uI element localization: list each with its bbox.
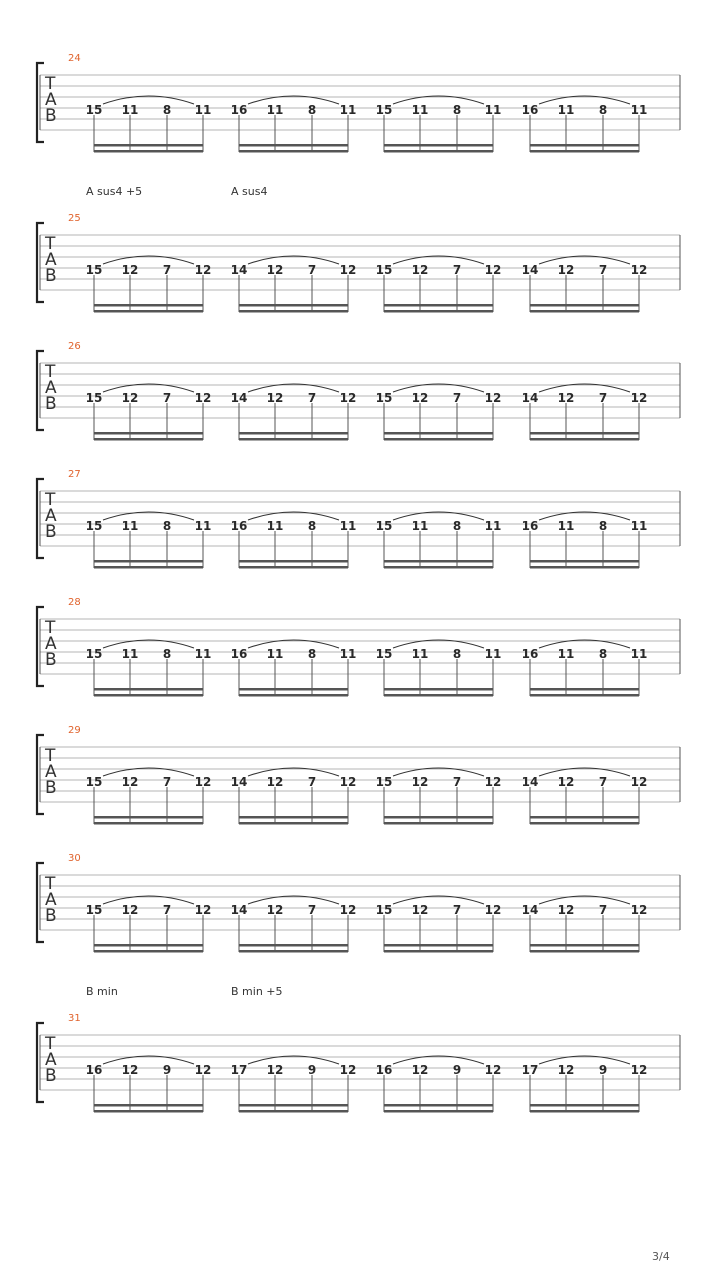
beam — [384, 816, 493, 819]
beam — [94, 688, 203, 691]
beam — [94, 560, 203, 563]
fret-number: 7 — [307, 391, 317, 405]
fret-number: 8 — [452, 519, 462, 533]
fret-number: 12 — [194, 903, 212, 917]
fret-number: 12 — [194, 1063, 212, 1077]
beam — [94, 150, 203, 153]
fret-number: 12 — [339, 391, 357, 405]
fret-number: 8 — [307, 647, 317, 661]
fret-number: 7 — [452, 903, 462, 917]
beam — [384, 688, 493, 691]
tab-system-29 — [37, 725, 680, 825]
measure-number: 28 — [68, 597, 81, 608]
fret-number: 7 — [598, 775, 608, 789]
fret-number: 12 — [266, 903, 284, 917]
fret-number: 12 — [630, 391, 648, 405]
fret-number: 8 — [307, 103, 317, 117]
fret-number: 7 — [598, 903, 608, 917]
beam — [384, 432, 493, 435]
tab-clef-letter: B — [45, 522, 57, 542]
fret-number: 16 — [230, 519, 248, 533]
beam — [530, 950, 639, 953]
fret-number: 8 — [598, 519, 608, 533]
beam — [239, 438, 348, 441]
fret-number: 12 — [630, 263, 648, 277]
beam — [239, 1104, 348, 1107]
beam — [239, 144, 348, 147]
fret-number: 7 — [307, 263, 317, 277]
fret-number: 7 — [162, 263, 172, 277]
beam — [94, 310, 203, 313]
beam — [530, 944, 639, 947]
beam — [239, 432, 348, 435]
beam — [94, 1110, 203, 1113]
fret-number: 11 — [194, 519, 212, 533]
fret-number: 11 — [630, 647, 648, 661]
chord-label: B min +5 — [231, 985, 283, 998]
fret-number: 16 — [521, 647, 539, 661]
beam — [239, 310, 348, 313]
fret-number: 11 — [411, 519, 429, 533]
fret-number: 12 — [484, 263, 502, 277]
fret-number: 16 — [230, 103, 248, 117]
tab-clef-letter: A — [45, 762, 57, 782]
fret-number: 11 — [121, 519, 139, 533]
beam — [530, 816, 639, 819]
fret-number: 8 — [162, 519, 172, 533]
beam — [384, 560, 493, 563]
fret-number: 7 — [162, 391, 172, 405]
tab-system-26 — [37, 341, 680, 441]
fret-number: 12 — [194, 391, 212, 405]
fret-number: 16 — [521, 519, 539, 533]
measure-number: 24 — [68, 53, 81, 64]
fret-number: 12 — [484, 775, 502, 789]
beam — [530, 688, 639, 691]
fret-number: 8 — [598, 647, 608, 661]
beam — [239, 822, 348, 825]
beam — [239, 694, 348, 697]
tab-system-25 — [37, 185, 680, 313]
fret-number: 15 — [375, 775, 393, 789]
beam — [384, 950, 493, 953]
fret-number: 11 — [411, 647, 429, 661]
fret-number: 17 — [521, 1063, 539, 1077]
fret-number: 8 — [307, 519, 317, 533]
fret-number: 15 — [85, 519, 103, 533]
beam — [530, 822, 639, 825]
fret-number: 12 — [121, 903, 139, 917]
beam — [239, 304, 348, 307]
fret-number: 7 — [307, 775, 317, 789]
tab-system-27 — [37, 469, 680, 569]
beam — [530, 694, 639, 697]
beam — [530, 1110, 639, 1113]
fret-number: 12 — [339, 775, 357, 789]
fret-number: 12 — [411, 391, 429, 405]
fret-number: 15 — [85, 103, 103, 117]
fret-number: 12 — [557, 1063, 575, 1077]
beam — [530, 438, 639, 441]
tab-clef-letter: A — [45, 1050, 57, 1070]
fret-number: 12 — [121, 391, 139, 405]
fret-number: 14 — [230, 391, 248, 405]
fret-number: 7 — [452, 391, 462, 405]
fret-number: 14 — [230, 263, 248, 277]
fret-number: 12 — [484, 903, 502, 917]
beam — [384, 1104, 493, 1107]
beam — [239, 688, 348, 691]
fret-number: 11 — [484, 103, 502, 117]
beam — [530, 144, 639, 147]
fret-number: 15 — [85, 903, 103, 917]
beam — [239, 950, 348, 953]
fret-number: 11 — [484, 647, 502, 661]
fret-number: 12 — [557, 903, 575, 917]
fret-number: 15 — [85, 775, 103, 789]
fret-number: 14 — [521, 263, 539, 277]
tab-clef-letter: B — [45, 106, 57, 126]
beam — [384, 944, 493, 947]
measure-number: 27 — [68, 469, 81, 480]
fret-number: 15 — [375, 647, 393, 661]
fret-number: 16 — [375, 1063, 393, 1077]
tab-clef-letter: B — [45, 650, 57, 670]
fret-number: 12 — [557, 391, 575, 405]
fret-number: 7 — [307, 903, 317, 917]
fret-number: 16 — [521, 103, 539, 117]
fret-number: 12 — [411, 263, 429, 277]
fret-number: 11 — [630, 519, 648, 533]
fret-number: 12 — [194, 263, 212, 277]
fret-number: 11 — [266, 519, 284, 533]
beam — [530, 432, 639, 435]
fret-number: 15 — [85, 263, 103, 277]
fret-number: 11 — [557, 647, 575, 661]
beam — [94, 950, 203, 953]
fret-number: 8 — [452, 647, 462, 661]
fret-number: 7 — [162, 775, 172, 789]
fret-number: 12 — [411, 903, 429, 917]
fret-number: 11 — [339, 519, 357, 533]
fret-number: 12 — [266, 775, 284, 789]
beam — [530, 304, 639, 307]
beam — [239, 944, 348, 947]
beam — [530, 566, 639, 569]
beam — [239, 150, 348, 153]
fret-number: 15 — [85, 391, 103, 405]
tab-clef-letter: A — [45, 250, 57, 270]
fret-number: 14 — [521, 775, 539, 789]
beam — [94, 438, 203, 441]
fret-number: 9 — [452, 1063, 462, 1077]
fret-number: 15 — [375, 103, 393, 117]
chord-label: A sus4 — [231, 185, 268, 198]
fret-number: 11 — [121, 647, 139, 661]
fret-number: 14 — [521, 903, 539, 917]
beam — [94, 816, 203, 819]
fret-number: 12 — [339, 1063, 357, 1077]
fret-number: 9 — [162, 1063, 172, 1077]
beam — [530, 150, 639, 153]
fret-number: 11 — [484, 519, 502, 533]
beam — [239, 560, 348, 563]
tab-clef-letter: A — [45, 890, 57, 910]
beam — [384, 150, 493, 153]
fret-number: 12 — [194, 775, 212, 789]
fret-number: 7 — [452, 775, 462, 789]
beam — [94, 694, 203, 697]
fret-number: 12 — [411, 1063, 429, 1077]
tab-system-31 — [37, 985, 680, 1113]
beam — [239, 816, 348, 819]
measure-number: 31 — [68, 1013, 81, 1024]
measure-number: 26 — [68, 341, 81, 352]
fret-number: 12 — [411, 775, 429, 789]
beam — [94, 432, 203, 435]
fret-number: 12 — [630, 903, 648, 917]
fret-number: 11 — [557, 103, 575, 117]
tab-clef-letter: A — [45, 378, 57, 398]
fret-number: 7 — [162, 903, 172, 917]
tab-clef-letter: A — [45, 506, 57, 526]
fret-number: 8 — [452, 103, 462, 117]
tab-system-30 — [37, 853, 680, 953]
tab-system-28 — [37, 597, 680, 697]
fret-number: 12 — [121, 263, 139, 277]
measure-number: 25 — [68, 213, 81, 224]
fret-number: 12 — [266, 1063, 284, 1077]
tab-clef-letter: B — [45, 778, 57, 798]
fret-number: 15 — [375, 903, 393, 917]
beam — [94, 1104, 203, 1107]
fret-number: 14 — [521, 391, 539, 405]
fret-number: 12 — [484, 1063, 502, 1077]
fret-number: 7 — [598, 391, 608, 405]
beam — [384, 1110, 493, 1113]
chord-label: B min — [86, 985, 118, 998]
beam — [384, 694, 493, 697]
beam — [384, 304, 493, 307]
fret-number: 7 — [598, 263, 608, 277]
fret-number: 11 — [557, 519, 575, 533]
beam — [530, 560, 639, 563]
fret-number: 14 — [230, 775, 248, 789]
beam — [94, 822, 203, 825]
fret-number: 11 — [194, 647, 212, 661]
fret-number: 15 — [375, 263, 393, 277]
page-number: 3/4 — [652, 1250, 670, 1263]
beam — [530, 310, 639, 313]
beam — [384, 310, 493, 313]
fret-number: 12 — [266, 391, 284, 405]
fret-number: 11 — [121, 103, 139, 117]
measure-number: 30 — [68, 853, 81, 864]
beam — [384, 566, 493, 569]
tab-clef-letter: T — [45, 1034, 56, 1054]
beam — [384, 822, 493, 825]
beam — [530, 1104, 639, 1107]
fret-number: 12 — [630, 775, 648, 789]
fret-number: 11 — [194, 103, 212, 117]
tab-clef-letter: T — [45, 746, 56, 766]
beam — [94, 144, 203, 147]
tab-clef-letter: T — [45, 362, 56, 382]
fret-number: 8 — [598, 103, 608, 117]
fret-number: 12 — [339, 903, 357, 917]
fret-number: 9 — [307, 1063, 317, 1077]
fret-number: 12 — [557, 775, 575, 789]
fret-number: 15 — [375, 391, 393, 405]
fret-number: 17 — [230, 1063, 248, 1077]
fret-number: 12 — [484, 391, 502, 405]
beam — [384, 438, 493, 441]
chord-label: A sus4 +5 — [86, 185, 143, 198]
tab-clef-letter: B — [45, 906, 57, 926]
fret-number: 8 — [162, 647, 172, 661]
tab-clef-letter: B — [45, 1066, 57, 1086]
fret-number: 11 — [266, 103, 284, 117]
fret-number: 16 — [85, 1063, 103, 1077]
fret-number: 15 — [85, 647, 103, 661]
tab-clef-letter: A — [45, 634, 57, 654]
fret-number: 8 — [162, 103, 172, 117]
fret-number: 12 — [339, 263, 357, 277]
tab-clef-letter: A — [45, 90, 57, 110]
fret-number: 11 — [339, 103, 357, 117]
fret-number: 12 — [121, 1063, 139, 1077]
fret-number: 16 — [230, 647, 248, 661]
beam — [94, 304, 203, 307]
measure-number: 29 — [68, 725, 81, 736]
fret-number: 15 — [375, 519, 393, 533]
fret-number: 9 — [598, 1063, 608, 1077]
beam — [384, 144, 493, 147]
fret-number: 7 — [452, 263, 462, 277]
fret-number: 11 — [630, 103, 648, 117]
tab-clef-letter: B — [45, 394, 57, 414]
beam — [94, 944, 203, 947]
beam — [239, 566, 348, 569]
tab-clef-letter: T — [45, 234, 56, 254]
fret-number: 12 — [266, 263, 284, 277]
beam — [239, 1110, 348, 1113]
tab-system-24 — [37, 53, 680, 153]
beam — [94, 566, 203, 569]
fret-number: 12 — [630, 1063, 648, 1077]
tab-clef-letter: T — [45, 490, 56, 510]
fret-number: 11 — [339, 647, 357, 661]
fret-number: 11 — [411, 103, 429, 117]
fret-number: 11 — [266, 647, 284, 661]
tab-clef-letter: T — [45, 618, 56, 638]
fret-number: 14 — [230, 903, 248, 917]
fret-number: 12 — [557, 263, 575, 277]
tab-clef-letter: B — [45, 266, 57, 286]
tab-clef-letter: T — [45, 74, 56, 94]
tab-clef-letter: T — [45, 874, 56, 894]
fret-number: 12 — [121, 775, 139, 789]
